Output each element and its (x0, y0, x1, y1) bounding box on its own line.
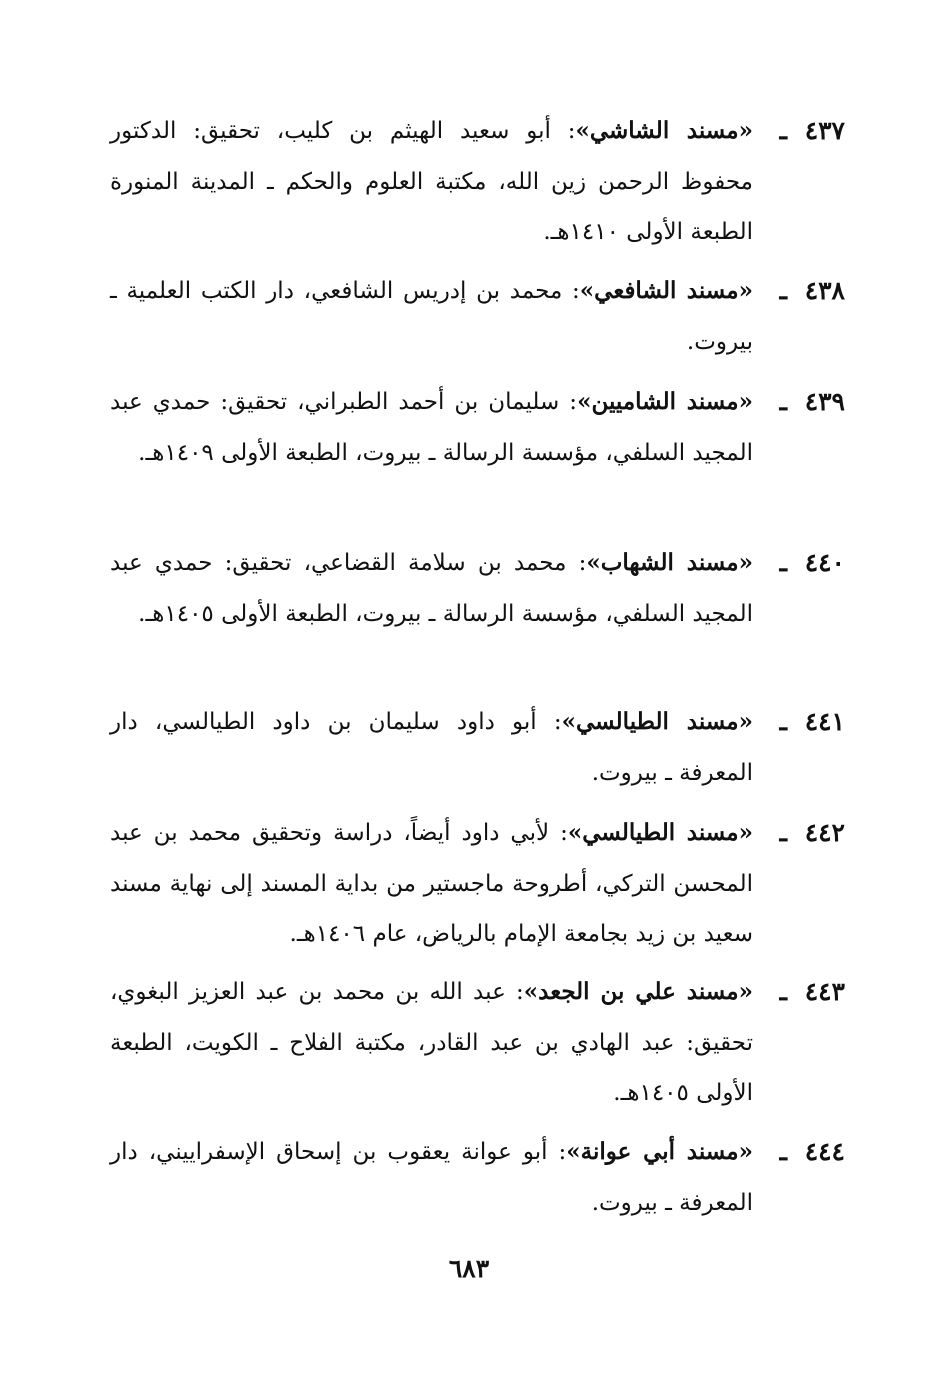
page-number: ٦٨٣ (448, 1254, 490, 1283)
entry-dash: ـ (779, 387, 787, 416)
entry-title: «مسند الطيالسي» (561, 708, 753, 735)
entry-text: : أبو سعيد الهيثم بن كليب، تحقيق: الدكتور محفوظ الرحمن زين الله، مكتبة العلوم والحكم ـ المدينة المنورة الطبعة الأولى ١٤١٠هـ. (110, 118, 753, 245)
entry-body (110, 266, 753, 367)
entry-body (110, 1127, 753, 1228)
entry-title: «مسند علي بن الجعد» (523, 978, 753, 1005)
entry-text: : لأبي داود أيضاً، دراسة وتحقيق محمد بن عبد المحسن التركي، أطروحة ماجستير من بداية المسند إلى نهاية مسند سعيد بن زيد بجامعة الإمام بالرياض، عام ١٤٠٦هـ. (110, 820, 753, 947)
entry-title: «مسند الشهاب» (586, 549, 753, 576)
entry-body (110, 106, 753, 258)
bibliography-entry (110, 808, 845, 960)
entry-text: : عبد الله بن محمد بن عبد العزيز البغوي، تحقيق: عبد الهادي بن عبد القادر، مكتبة الفلاح ـ الكويت، الطبعة الأولى ١٤٠٥هـ. (110, 979, 753, 1106)
entry-number: ٤٣٩ (804, 387, 845, 416)
entry-dash: ـ (779, 116, 787, 145)
bibliography-entry (110, 697, 845, 798)
entry-title: «مسند أبي عوانة» (566, 1138, 754, 1165)
entry-dash: ـ (779, 977, 787, 1006)
entry-text: : أبو داود سليمان بن داود الطيالسي، دار المعرفة ـ بيروت. (110, 709, 753, 786)
entry-title: «مسند الشافعي» (579, 277, 753, 304)
entry-dash: ـ (779, 707, 787, 736)
entry-number: ٤٤٢ (804, 818, 845, 847)
bibliography-entry (110, 266, 845, 367)
entry-number: ٤٤١ (804, 707, 845, 736)
entry-body (110, 377, 753, 478)
entry-title: «مسند الطيالسي» (567, 819, 753, 846)
entry-dash: ـ (779, 1137, 787, 1166)
entry-dash: ـ (779, 818, 787, 847)
entry-number: ٤٤٠ (804, 548, 845, 577)
entry-body (110, 967, 753, 1119)
entry-text: : محمد بن إدريس الشافعي، دار الكتب العلمية ـ بيروت. (110, 278, 753, 355)
entry-number: ٤٤٣ (804, 977, 845, 1006)
bibliography-entry (110, 1127, 845, 1228)
entry-body (110, 697, 753, 798)
bibliography-entry (110, 967, 845, 1119)
entry-title: «مسند الشاميين» (577, 388, 753, 415)
entry-dash: ـ (779, 276, 787, 305)
bibliography-entry (110, 106, 845, 258)
entry-body (110, 808, 753, 960)
entry-number: ٤٤٤ (804, 1137, 845, 1166)
entry-text: : أبو عوانة يعقوب بن إسحاق الإسفراييني، دار المعرفة ـ بيروت. (110, 1139, 753, 1216)
entry-number: ٤٣٨ (804, 276, 845, 305)
entry-text: : سليمان بن أحمد الطبراني، تحقيق: حمدي عبد المجيد السلفي، مؤسسة الرسالة ـ بيروت، الطبعة الأولى ١٤٠٩هـ. (110, 389, 753, 466)
entry-number: ٤٣٧ (804, 116, 845, 145)
entry-body (110, 538, 753, 639)
entry-dash: ـ (779, 548, 787, 577)
entry-title: «مسند الشاشي» (575, 117, 753, 144)
entry-text: : محمد بن سلامة القضاعي، تحقيق: حمدي عبد المجيد السلفي، مؤسسة الرسالة ـ بيروت، الطبعة الأولى ١٤٠٥هـ. (110, 550, 753, 627)
bibliography-entry (110, 377, 845, 478)
bibliography-entry (110, 538, 845, 639)
